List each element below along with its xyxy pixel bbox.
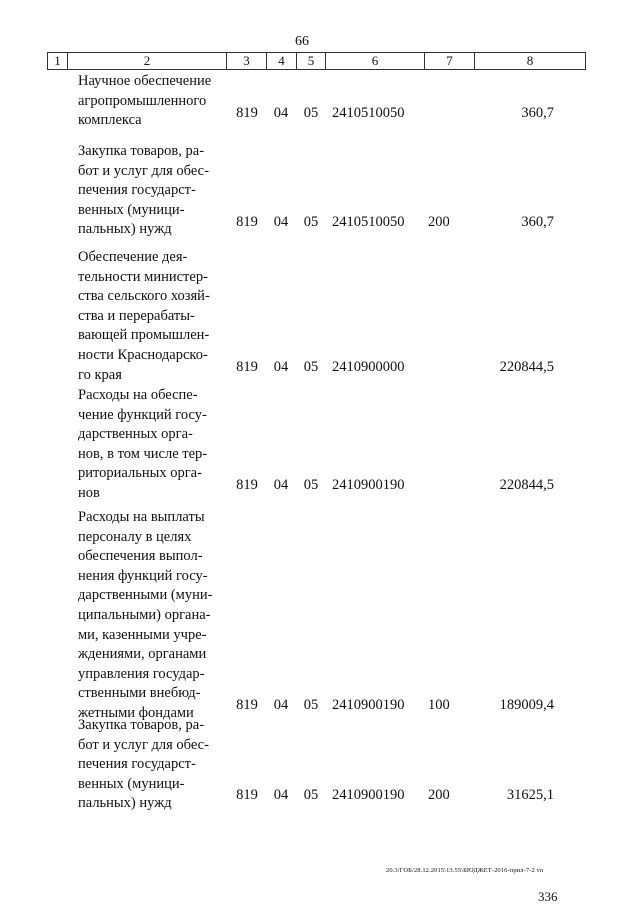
row-name: Закупка товаров, ра- бот и услуг для обес- печения государст- венных (муници- пальных) нужд [78, 143, 209, 238]
row-code-3: 819 [236, 697, 258, 714]
row-code-6: 2410510050 [332, 105, 405, 122]
table-row [0, 386, 640, 501]
header-col-5: 5 [296, 53, 325, 69]
header-col-1: 1 [47, 53, 67, 69]
header-col-4: 4 [266, 53, 296, 69]
row-code-4: 04 [273, 697, 289, 714]
row-amount: 220844,5 [499, 477, 554, 494]
row-code-4: 04 [273, 477, 289, 494]
header-col-8: 8 [474, 53, 586, 69]
row-code-3: 819 [236, 105, 258, 122]
table-header-row [47, 52, 586, 70]
row-code-5: 05 [303, 477, 319, 494]
row-name: Обеспечение дея- тельности министер- ства сельского хозяй- ства и перерабаты- вающей промышлен- ности Краснодарско- го края [78, 249, 210, 383]
header-col-2: 2 [67, 53, 226, 69]
row-code-6: 2410900190 [332, 697, 405, 714]
row-code-7: 200 [428, 787, 450, 804]
table-row [0, 142, 640, 238]
row-amount: 189009,4 [499, 697, 554, 714]
table-row [0, 716, 640, 812]
row-code-7: 100 [428, 697, 450, 714]
row-code-6: 2410900190 [332, 477, 405, 494]
row-code-5: 05 [303, 214, 319, 231]
row-code-5: 05 [303, 787, 319, 804]
corner-page-number: 336 [538, 889, 558, 904]
row-code-4: 04 [273, 105, 289, 122]
row-code-5: 05 [303, 105, 319, 122]
page-number: 66 [295, 34, 309, 49]
row-code-6: 2410900000 [332, 359, 405, 376]
row-amount: 360,7 [521, 214, 554, 231]
row-name: Расходы на обеспе- чение функций госу- дарственных орга- нов, в том числе тер- риториальных орга- нов [78, 387, 208, 501]
row-code-6: 2410510050 [332, 214, 405, 231]
row-code-5: 05 [303, 697, 319, 714]
row-code-3: 819 [236, 477, 258, 494]
header-col-3: 3 [226, 53, 266, 69]
header-col-7: 7 [424, 53, 474, 69]
row-code-7: 200 [428, 214, 450, 231]
row-name: Научное обеспечение агропромышленного комплекса [78, 73, 212, 129]
document-footer-path: 20.3/ГОБ/28.12.2015\13.55\БЮДЖЕТ-2016-прил-7-2 vn [386, 867, 544, 874]
row-code-4: 04 [273, 214, 289, 231]
row-name: Закупка товаров, ра- бот и услуг для обес- печения государст- венных (муници- пальных) нужд [78, 717, 209, 812]
row-code-4: 04 [273, 787, 289, 804]
row-code-6: 2410900190 [332, 787, 405, 804]
row-amount: 220844,5 [499, 359, 554, 376]
header-col-6: 6 [325, 53, 424, 69]
row-code-3: 819 [236, 214, 258, 231]
row-code-4: 04 [273, 359, 289, 376]
table-row [0, 508, 640, 721]
row-code-3: 819 [236, 787, 258, 804]
row-amount: 360,7 [521, 105, 554, 122]
row-name: Расходы на выплаты персоналу в целях обеспечения выпол- нения функций госу- дарственными (муни- ципальными) органа- ми, казенными учре- ждениями, органами управления государ- ственными внебюд- жетными фондами [78, 509, 213, 721]
table-row [0, 248, 640, 383]
row-code-3: 819 [236, 359, 258, 376]
table-row [0, 72, 640, 129]
row-code-5: 05 [303, 359, 319, 376]
row-amount: 31625,1 [506, 787, 554, 804]
